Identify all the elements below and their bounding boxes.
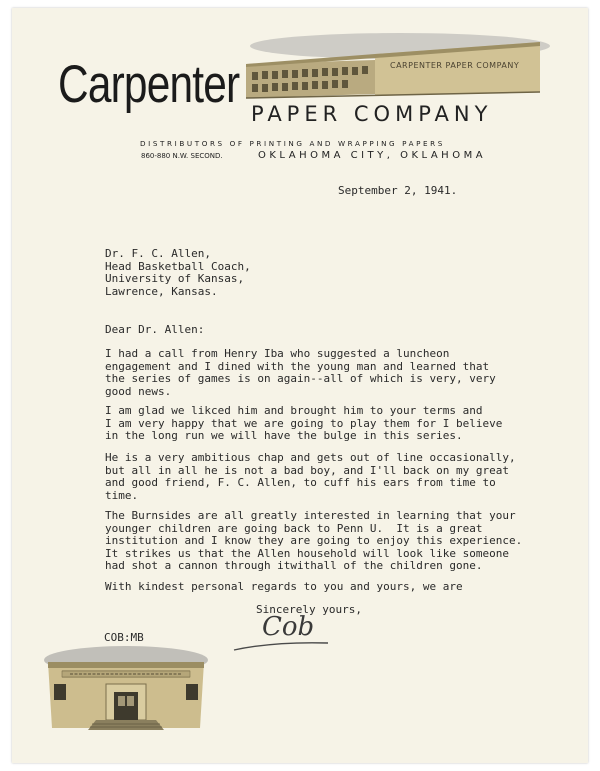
body-line: in the long run we will have the bulge in this series. <box>105 429 463 443</box>
recipient-line: Lawrence, Kansas. <box>105 284 218 298</box>
building-sign: CARPENTER PAPER COMPANY <box>390 61 520 70</box>
company-city: OKLAHOMA CITY, OKLAHOMA <box>258 150 487 161</box>
body-line: He is a very ambitious chap and gets out of line occasionally, <box>105 451 516 464</box>
paragraph-2 <box>105 405 502 443</box>
paragraph-1 <box>105 348 496 398</box>
body-line: The Burnsides are all greatly interested in learning that your <box>105 509 516 522</box>
body-line: time. <box>105 488 139 502</box>
paragraph-3 <box>105 452 516 502</box>
body-line: had shot a cannon through itwithall of the children gone. <box>105 559 483 573</box>
company-tagline: PAPER COMPANY <box>251 102 493 126</box>
body-line: the series of games is on again--all of which is very, very <box>105 372 496 386</box>
body-line: younger children are going back to Penn U. It is a great <box>105 521 483 535</box>
recipient-line: Head Basketball Coach, <box>105 259 251 273</box>
salutation: Dear Dr. Allen: <box>105 323 205 336</box>
body-line: It strikes us that the Allen household will look like someone <box>105 546 509 560</box>
typist-initials: COB:MB <box>104 631 144 644</box>
recipient-block <box>105 248 251 298</box>
body-line: but all in all he is not a bad boy, and I'll back on my great <box>105 463 509 477</box>
body-line: I am glad we likced him and brought him to your terms and <box>105 404 483 417</box>
paragraph-4 <box>105 510 522 573</box>
signature: Cob <box>262 612 315 642</box>
company-name: Carpenter <box>58 55 240 114</box>
building-illustration <box>240 26 550 106</box>
signature-stroke <box>232 640 332 654</box>
storefront-illustration <box>40 640 212 738</box>
recipient-line: University of Kansas, <box>105 272 245 286</box>
closing-line: With kindest personal regards to you and yours, we are <box>105 580 463 593</box>
closing: Sincerely yours, <box>256 603 362 616</box>
body-line: I am very happy that we are going to play them for I believe <box>105 416 503 430</box>
company-address: 860-880 N.W. SECOND. <box>141 152 223 160</box>
body-line: institution and I know they are going to enjoy this experience. <box>105 534 523 548</box>
body-line: and good friend, F. C. Allen, to cuff his ears from time to <box>105 476 496 490</box>
company-subtitle: DISTRIBUTORS OF PRINTING AND WRAPPING PAPERS <box>140 139 445 148</box>
recipient-line: Dr. F. C. Allen, <box>105 247 211 260</box>
letter-date: September 2, 1941. <box>338 184 458 197</box>
body-line: good news. <box>105 384 172 398</box>
body-line: I had a call from Henry Iba who suggested a luncheon <box>105 347 450 360</box>
body-line: engagement and I dined with the young man and learned that <box>105 359 490 373</box>
